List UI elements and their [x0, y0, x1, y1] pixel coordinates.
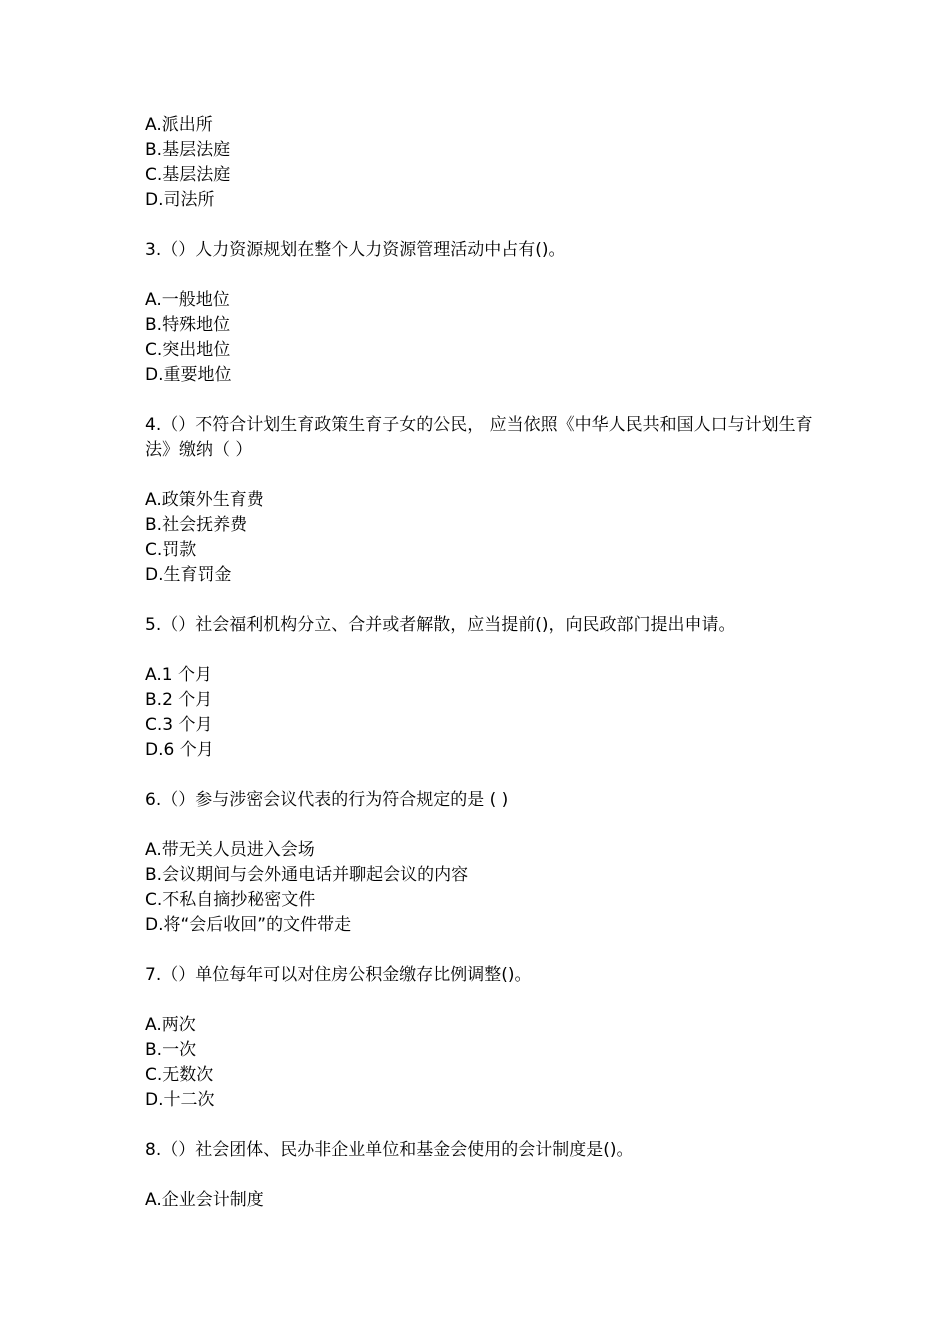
spacer — [145, 638, 825, 663]
spacer — [145, 1163, 825, 1188]
option-line: B.基层法庭 — [145, 140, 231, 160]
question-text: 8.（）社会团体、民办非企业单位和基金会使用的会计制度是()。 — [145, 1140, 634, 1160]
option-line: D.将“会后收回”的文件带走 — [145, 915, 352, 935]
document-content — [145, 113, 825, 1213]
option-line: C.3 个月 — [145, 715, 213, 735]
spacer — [145, 588, 825, 613]
question-text: 6.（）参与涉密会议代表的行为符合规定的是 ( ) — [145, 790, 509, 810]
option-line: C.基层法庭 — [145, 165, 231, 185]
option-line: C.无数次 — [145, 1065, 214, 1085]
option-line: C.不私自摘抄秘密文件 — [145, 890, 316, 910]
option-line: D.重要地位 — [145, 365, 232, 385]
leading-options — [145, 113, 825, 213]
question-block — [145, 613, 825, 763]
question-text: 3.（）人力资源规划在整个人力资源管理活动中占有()。 — [145, 240, 566, 260]
option-line: C.突出地位 — [145, 340, 231, 360]
option-line: A.一般地位 — [145, 290, 230, 310]
option-line: A.带无关人员进入会场 — [145, 840, 315, 860]
option-line: C.罚款 — [145, 540, 197, 560]
spacer — [145, 463, 825, 488]
option-line: A.派出所 — [145, 115, 213, 135]
spacer — [145, 938, 825, 963]
option-line: A.两次 — [145, 1015, 196, 1035]
question-block — [145, 788, 825, 938]
question-text: 5.（）社会福利机构分立、合并或者解散，应当提前()，向民政部门提出申请。 — [145, 615, 736, 635]
question-block — [145, 238, 825, 388]
option-line: B.社会抚养费 — [145, 515, 248, 535]
option-line: D.十二次 — [145, 1090, 215, 1110]
option-line: B.2 个月 — [145, 690, 213, 710]
option-line: A.企业会计制度 — [145, 1190, 264, 1210]
question-text: 4.（）不符合计划生育政策生育子女的公民， 应当依照《中华人民共和国人口与计划生育法》缴纳（ ） — [145, 415, 813, 460]
option-line: A.1 个月 — [145, 665, 212, 685]
spacer — [145, 1113, 825, 1138]
question-block — [145, 413, 825, 588]
question-block — [145, 963, 825, 1113]
spacer — [145, 213, 825, 238]
spacer — [145, 763, 825, 788]
option-line: A.政策外生育费 — [145, 490, 264, 510]
spacer — [145, 813, 825, 838]
option-line: B.特殊地位 — [145, 315, 231, 335]
spacer — [145, 988, 825, 1013]
option-line: D.生育罚金 — [145, 565, 232, 585]
option-line: D.司法所 — [145, 190, 215, 210]
spacer — [145, 263, 825, 288]
option-line: B.一次 — [145, 1040, 197, 1060]
question-block — [145, 1138, 825, 1213]
option-line: B.会议期间与会外通电话并聊起会议的内容 — [145, 865, 469, 885]
question-text: 7.（）单位每年可以对住房公积金缴存比例调整()。 — [145, 965, 532, 985]
spacer — [145, 388, 825, 413]
option-line: D.6 个月 — [145, 740, 214, 760]
